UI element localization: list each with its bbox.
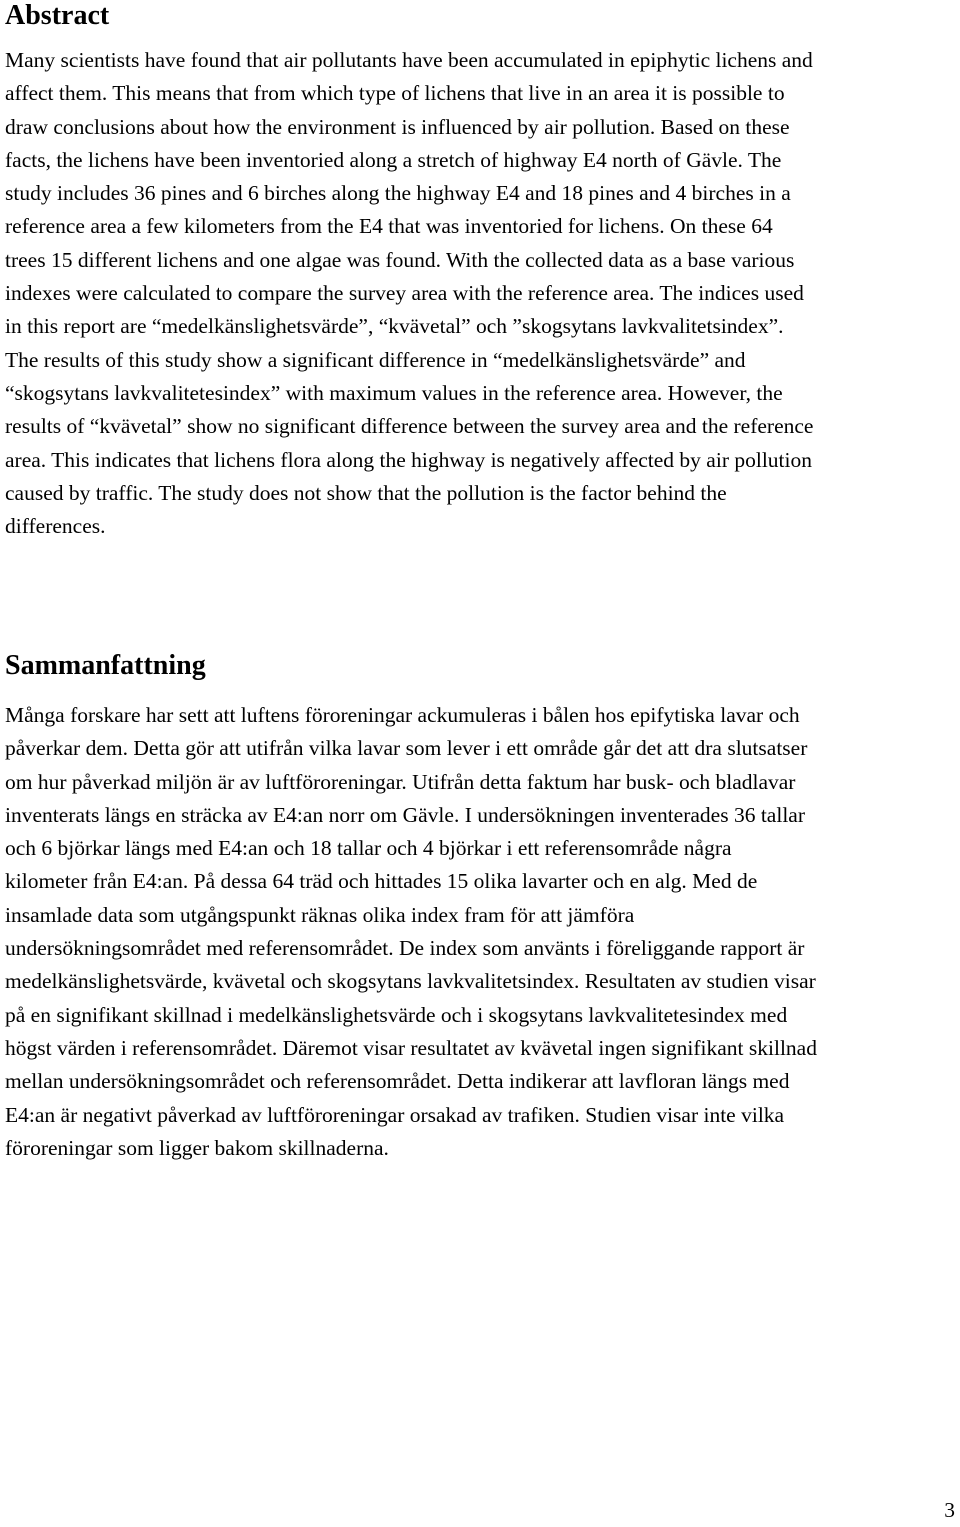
abstract-line: “skogsytans lavkvalitetesindex” with maximum values in the reference area. However, the <box>5 380 783 405</box>
sammanfattning-line: påverkar dem. Detta gör att utifrån vilka lavar som lever i ett område går det att dra slutsatser <box>5 736 808 761</box>
abstract-line: draw conclusions about how the environment is influenced by air pollution. Based on these <box>5 114 790 139</box>
sammanfattning-paragraph <box>5 699 817 1165</box>
sammanfattning-line: högst värden i referensområdet. Däremot visar resultatet av kvävetal ingen signifikant skillnad <box>5 1035 817 1060</box>
abstract-line: caused by traffic. The study does not show that the pollution is the factor behind the <box>5 480 727 505</box>
sammanfattning-line: inventerats längs en sträcka av E4:an norr om Gävle. I undersökningen inventerades 36 tallar <box>5 802 806 827</box>
abstract-line: differences. <box>5 514 106 539</box>
abstract-line: trees 15 different lichens and one algae was found. With the collected data as a base various <box>5 247 795 272</box>
sammanfattning-line: medelkänslighetsvärde, kvävetal och skogsytans lavkvalitetsindex. Resultaten av studien visar <box>5 969 816 994</box>
sammanfattning-line: om hur påverkad miljön är av luftföroreningar. Utifrån detta faktum har busk- och bladlavar <box>5 769 796 794</box>
abstract-line: results of “kvävetal” show no significant difference between the survey area and the reference <box>5 414 814 439</box>
sammanfattning-line: E4:an är negativt påverkad av luftföroreningar orsakad av trafiken. Studien visar inte vilka <box>5 1102 785 1127</box>
abstract-line: affect them. This means that from which type of lichens that live in an area it is possible to <box>5 81 785 106</box>
abstract-line: study includes 36 pines and 6 birches along the highway E4 and 18 pines and 4 birches in a <box>5 181 791 206</box>
sammanfattning-line: Många forskare har sett att luftens föroreningar ackumuleras i bålen hos epifytiska lavar och <box>5 703 800 727</box>
abstract-line: reference area a few kilometers from the E4 that was inventoried for lichens. On these 64 <box>5 214 773 239</box>
abstract-paragraph <box>5 44 813 543</box>
page-number: 3 <box>944 1498 955 1522</box>
abstract-line: Many scientists have found that air pollutants have been accumulated in epiphytic lichens and <box>5 48 813 72</box>
sammanfattning-line: insamlade data som utgångspunkt räknas olika index fram för att jämföra <box>5 902 635 927</box>
sammanfattning-line: kilometer från E4:an. På dessa 64 träd och hittades 15 olika lavarter och en alg. Med de <box>5 869 758 894</box>
abstract-line: facts, the lichens have been inventoried along a stretch of highway E4 north of Gävle. The <box>5 147 782 172</box>
sammanfattning-heading: Sammanfattning <box>5 650 206 681</box>
sammanfattning-line: på en signifikant skillnad i medelkänslighetsvärde och i skogsytans lavkvalitetesindex med <box>5 1002 788 1027</box>
abstract-heading: Abstract <box>5 0 110 31</box>
sammanfattning-line: undersökningsområdet med referensområdet. De index som använts i föreliggande rapport är <box>5 936 805 961</box>
sammanfattning-line: och 6 björkar längs med E4:an och 18 tallar och 4 björkar i ett referensområde några <box>5 836 732 861</box>
abstract-line: area. This indicates that lichens flora along the highway is negatively affected by air pollution <box>5 447 812 472</box>
abstract-line: indexes were calculated to compare the survey area with the reference area. The indices used <box>5 281 804 306</box>
abstract-line: The results of this study show a significant difference in “medelkänslighetsvärde” and <box>5 347 746 372</box>
sammanfattning-line: mellan undersökningsområdet och referensområdet. Detta indikerar att lavfloran längs med <box>5 1069 790 1094</box>
sammanfattning-line: föroreningar som ligger bakom skillnaderna. <box>5 1135 389 1160</box>
abstract-line: in this report are “medelkänslighetsvärde”, “kvävetal” och ”skogsytans lavkvalitetsindex”. <box>5 314 784 339</box>
